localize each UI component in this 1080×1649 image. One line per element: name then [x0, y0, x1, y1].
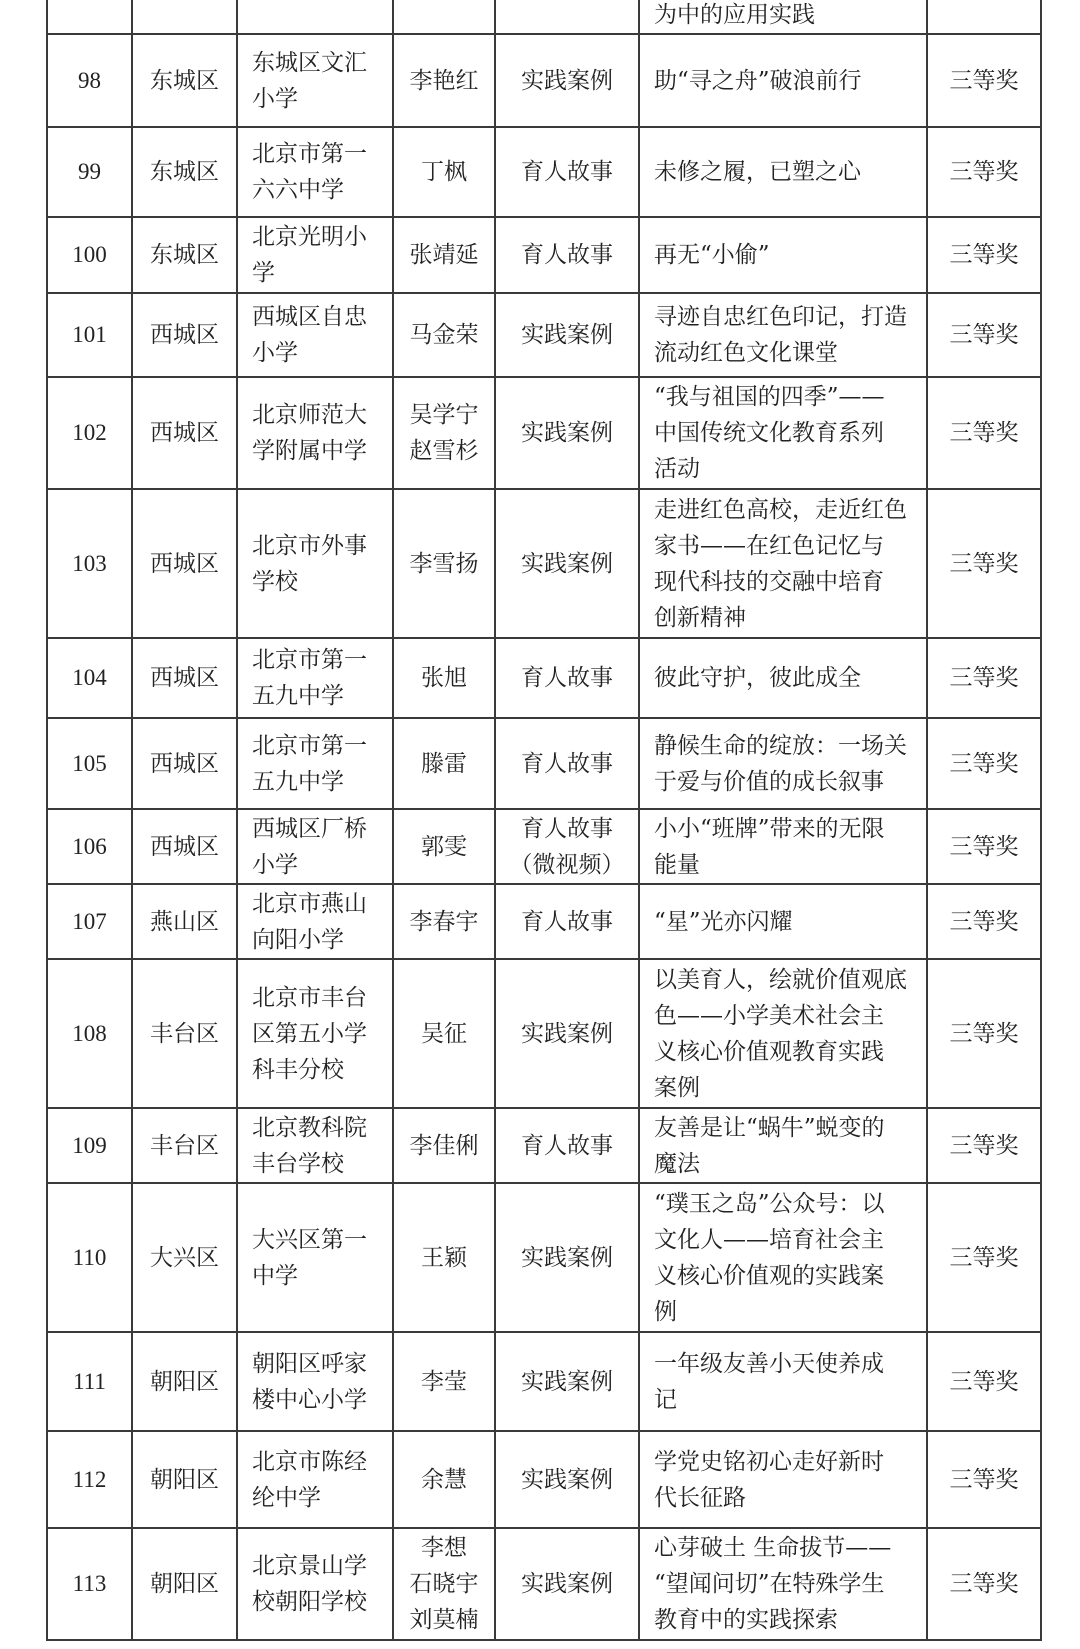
cell-award: 三等奖 [927, 1431, 1041, 1528]
type-line: 实践案例 [521, 1571, 613, 1597]
cell-title [639, 217, 927, 293]
cell-number: 109 [47, 1108, 132, 1183]
school-line: 学附属中学 [252, 438, 367, 464]
cell-award: 三等奖 [927, 1332, 1041, 1431]
cell-author [393, 1528, 495, 1640]
cell-title [639, 809, 927, 884]
type-line: 育人故事 [521, 815, 613, 842]
title-line: “星”光亦闪耀 [654, 908, 793, 935]
cell-school [237, 718, 393, 809]
cell-school [237, 217, 393, 293]
table-row [47, 718, 1041, 809]
title-line: 彼此守护，彼此成全 [654, 665, 861, 691]
school-line: 小学 [252, 85, 298, 112]
title-line: 文化人——培育社会主 [654, 1226, 884, 1253]
school-line: 楼中心小学 [252, 1386, 367, 1413]
cell-award: 三等奖 [927, 809, 1041, 884]
cell-award: 三等奖 [927, 1528, 1041, 1640]
type-line: 育人故事 [521, 1132, 613, 1159]
cell-number: 103 [47, 489, 132, 638]
school-line: 北京市丰台 [252, 984, 367, 1011]
title-line: 创新精神 [654, 604, 746, 631]
type-line: 实践案例 [521, 67, 613, 94]
cell-district: 大兴区 [132, 1183, 237, 1332]
cell-award: 三等奖 [927, 884, 1041, 959]
title-line: 小小“班牌”带来的无限 [654, 815, 885, 842]
cell-school [237, 959, 393, 1108]
cell-title [639, 377, 927, 489]
cell-number: 102 [47, 377, 132, 489]
cell-type [495, 1183, 639, 1332]
author-line: 李佳俐 [409, 1132, 479, 1159]
cell-district: 西城区 [132, 718, 237, 809]
cell-number: 110 [47, 1183, 132, 1332]
school-line: 大兴区第一 [252, 1226, 367, 1253]
author-line: 滕雷 [421, 750, 467, 777]
cell-district: 西城区 [132, 638, 237, 718]
cell-number: 112 [47, 1431, 132, 1528]
cell-number: 98 [47, 34, 132, 127]
cell-district: 西城区 [132, 489, 237, 638]
cell-author [393, 959, 495, 1108]
cell-author [393, 34, 495, 127]
author-line: 吴征 [421, 1020, 467, 1047]
table-row [47, 638, 1041, 718]
cell-type [495, 293, 639, 377]
cell-title [639, 884, 927, 959]
cell-school [237, 0, 393, 34]
cell-award: 三等奖 [927, 489, 1041, 638]
author-line: 张靖延 [409, 242, 479, 268]
author-line: 马金荣 [409, 322, 479, 348]
cell-school [237, 1108, 393, 1183]
type-line: 实践案例 [521, 1466, 613, 1493]
cell-award: 三等奖 [927, 34, 1041, 127]
title-line: “璞玉之岛”公众号：以 [654, 1190, 885, 1217]
cell-type [495, 1431, 639, 1528]
author-line: 王颖 [421, 1244, 467, 1271]
school-line: 小学 [252, 851, 298, 878]
author-line: 李艳红 [409, 67, 479, 94]
author-line: 吴学宁 [409, 402, 479, 428]
cell-title [639, 1183, 927, 1332]
title-line: 记 [654, 1386, 677, 1413]
cell-school [237, 377, 393, 489]
cell-type [495, 1528, 639, 1640]
cell-award [927, 0, 1041, 34]
cell-award: 三等奖 [927, 217, 1041, 293]
cell-type [495, 127, 639, 217]
cell-number: 104 [47, 638, 132, 718]
school-line: 五九中学 [252, 768, 344, 795]
table-row [47, 1528, 1041, 1640]
author-line: 李想 [421, 1535, 467, 1561]
school-line: 北京景山学 [252, 1553, 367, 1579]
school-line: 纶中学 [252, 1484, 321, 1511]
cell-type [495, 0, 639, 34]
title-line: 未修之履，已塑之心 [654, 159, 861, 185]
cell-district: 朝阳区 [132, 1332, 237, 1431]
title-line: 寻迹自忠红色印记，打造 [654, 304, 907, 330]
cell-number: 100 [47, 217, 132, 293]
type-line: 实践案例 [521, 1368, 613, 1395]
table-row-partial [47, 0, 1041, 34]
table-row [47, 217, 1041, 293]
cell-award: 三等奖 [927, 638, 1041, 718]
type-line: 育人故事 [521, 159, 613, 185]
school-line: 东城区文汇 [252, 49, 367, 76]
school-line: 北京师范大 [252, 402, 367, 428]
cell-number: 99 [47, 127, 132, 217]
cell-number: 106 [47, 809, 132, 884]
school-line: 北京光明小 [252, 224, 367, 250]
school-line: 学校 [252, 568, 298, 595]
title-line: 心芽破土 生命拔节—— [654, 1535, 892, 1561]
cell-district: 东城区 [132, 217, 237, 293]
cell-title [639, 0, 927, 34]
cell-title [639, 718, 927, 809]
cell-district: 燕山区 [132, 884, 237, 959]
school-line: 校朝阳学校 [252, 1589, 367, 1615]
school-line: 北京市外事 [252, 532, 367, 559]
title-line: 魔法 [654, 1150, 700, 1177]
cell-title [639, 1528, 927, 1640]
cell-school [237, 1332, 393, 1431]
school-line: 中学 [252, 1262, 298, 1289]
cell-author [393, 377, 495, 489]
author-line: 丁枫 [421, 159, 467, 185]
cell-award: 三等奖 [927, 1183, 1041, 1332]
author-line: 郭雯 [421, 833, 467, 860]
type-line: 实践案例 [521, 420, 613, 446]
cell-title [639, 638, 927, 718]
cell-district: 东城区 [132, 127, 237, 217]
table-row [47, 489, 1041, 638]
title-line: 代长征路 [654, 1484, 746, 1511]
cell-number: 113 [47, 1528, 132, 1640]
type-line: 实践案例 [521, 1244, 613, 1271]
title-line: 教育中的实践探索 [654, 1607, 838, 1633]
cell-author [393, 0, 495, 34]
table-row [47, 809, 1041, 884]
cell-author [393, 809, 495, 884]
table-row [47, 293, 1041, 377]
type-line: 育人故事 [521, 242, 613, 268]
cell-number: 101 [47, 293, 132, 377]
cell-award: 三等奖 [927, 127, 1041, 217]
cell-school [237, 884, 393, 959]
cell-type [495, 638, 639, 718]
title-line: 一年级友善小天使养成 [654, 1350, 884, 1377]
cell-type [495, 718, 639, 809]
title-line: 助“寻之舟”破浪前行 [654, 67, 862, 94]
cell-award: 三等奖 [927, 293, 1041, 377]
title-line: 活动 [654, 456, 700, 482]
type-line: 育人故事 [521, 908, 613, 935]
table-body [47, 0, 1041, 1640]
cell-type [495, 34, 639, 127]
cell-title [639, 1332, 927, 1431]
cell-title [639, 1431, 927, 1528]
author-line: 李雪扬 [409, 550, 479, 577]
title-line: 于爱与价值的成长叙事 [654, 768, 884, 795]
cell-school [237, 1183, 393, 1332]
cell-award: 三等奖 [927, 718, 1041, 809]
author-line: 余慧 [421, 1466, 467, 1493]
cell-author [393, 293, 495, 377]
table-row [47, 127, 1041, 217]
title-line: 再无“小偷” [654, 242, 770, 268]
cell-author [393, 489, 495, 638]
cell-type [495, 809, 639, 884]
award-results-table [46, 0, 1042, 1641]
cell-school [237, 638, 393, 718]
school-line: 西城区厂桥 [252, 815, 367, 842]
table-row [47, 1183, 1041, 1332]
school-line: 北京市第一 [252, 647, 367, 673]
cell-title [639, 293, 927, 377]
cell-type [495, 884, 639, 959]
cell-author [393, 1183, 495, 1332]
table-row [47, 34, 1041, 127]
title-line: 现代科技的交融中培育 [654, 568, 884, 595]
title-line: 以美育人，绘就价值观底 [654, 966, 907, 993]
school-line: 朝阳区呼家 [252, 1350, 367, 1377]
cell-district: 朝阳区 [132, 1528, 237, 1640]
title-line: 中国传统文化教育系列 [654, 420, 884, 446]
school-line: 西城区自忠 [252, 304, 367, 330]
cell-title [639, 959, 927, 1108]
cell-district: 西城区 [132, 377, 237, 489]
author-line: 李莹 [421, 1368, 467, 1395]
cell-school [237, 127, 393, 217]
title-line: 静候生命的绽放：一场关 [654, 732, 907, 759]
cell-award: 三等奖 [927, 377, 1041, 489]
cell-type [495, 377, 639, 489]
title-line: “望闻问切”在特殊学生 [654, 1571, 885, 1597]
cell-award: 三等奖 [927, 959, 1041, 1108]
type-line: 育人故事 [521, 750, 613, 777]
title-line: 义核心价值观教育实践 [654, 1038, 884, 1065]
cell-type [495, 217, 639, 293]
table-row [47, 959, 1041, 1108]
school-line: 北京教科院 [252, 1114, 367, 1141]
author-line: 李春宇 [409, 908, 479, 935]
author-line: 赵雪杉 [409, 438, 479, 464]
cell-number: 108 [47, 959, 132, 1108]
table-row [47, 377, 1041, 489]
school-line: 小学 [252, 340, 298, 366]
cell-school [237, 1528, 393, 1640]
author-line: 石晓宇 [409, 1571, 479, 1597]
cell-title [639, 34, 927, 127]
cell-school [237, 293, 393, 377]
type-line: （微视频） [509, 851, 625, 878]
cell-author [393, 127, 495, 217]
school-line: 五九中学 [252, 683, 344, 709]
type-line: 实践案例 [521, 550, 613, 577]
cell-title [639, 1108, 927, 1183]
cell-school [237, 489, 393, 638]
cell-school [237, 809, 393, 884]
title-line: 能量 [654, 851, 700, 878]
cell-district: 西城区 [132, 293, 237, 377]
title-line: 义核心价值观的实践案 [654, 1262, 884, 1289]
school-line: 六六中学 [252, 177, 344, 203]
school-line: 向阳小学 [252, 926, 344, 953]
title-line: 学党史铭初心走好新时 [654, 1448, 884, 1475]
cell-author [393, 1108, 495, 1183]
cell-district: 丰台区 [132, 959, 237, 1108]
cell-author [393, 1431, 495, 1528]
cell-number: 107 [47, 884, 132, 959]
cell-title [639, 127, 927, 217]
cell-district: 朝阳区 [132, 1431, 237, 1528]
table-row [47, 1108, 1041, 1183]
cell-author [393, 217, 495, 293]
title-line: 色——小学美术社会主 [654, 1002, 884, 1029]
cell-type [495, 1108, 639, 1183]
cell-district: 丰台区 [132, 1108, 237, 1183]
school-line: 丰台学校 [252, 1150, 344, 1177]
school-line: 北京市第一 [252, 732, 367, 759]
cell-school [237, 1431, 393, 1528]
school-line: 科丰分校 [252, 1056, 344, 1083]
cell-award: 三等奖 [927, 1108, 1041, 1183]
cell-author [393, 884, 495, 959]
type-line: 育人故事 [521, 665, 613, 691]
title-line: 流动红色文化课堂 [654, 340, 838, 366]
school-line: 北京市燕山 [252, 890, 367, 917]
title-line: 案例 [654, 1074, 700, 1101]
cell-school [237, 34, 393, 127]
cell-type [495, 489, 639, 638]
school-line: 区第五小学 [252, 1020, 367, 1047]
cell-number [47, 0, 132, 34]
cell-district: 西城区 [132, 809, 237, 884]
cell-district: 东城区 [132, 34, 237, 127]
table-row [47, 1332, 1041, 1431]
title-line: 走进红色高校，走近红色 [654, 496, 907, 523]
cell-number: 111 [47, 1332, 132, 1431]
title-line: 例 [654, 1298, 677, 1325]
table-row [47, 884, 1041, 959]
title-line: “我与祖国的四季”—— [654, 384, 885, 410]
school-line: 北京市第一 [252, 141, 367, 167]
author-line: 张旭 [421, 665, 467, 691]
cell-author [393, 718, 495, 809]
cell-number: 105 [47, 718, 132, 809]
title-line: 家书——在红色记忆与 [654, 532, 884, 559]
author-line: 刘莫楠 [409, 1607, 479, 1633]
type-line: 实践案例 [521, 322, 613, 348]
title-line: 友善是让“蜗牛”蜕变的 [654, 1114, 885, 1141]
cell-district [132, 0, 237, 34]
type-line: 实践案例 [521, 1020, 613, 1047]
school-line: 北京市陈经 [252, 1448, 367, 1475]
cell-type [495, 1332, 639, 1431]
cell-title [639, 489, 927, 638]
cell-type [495, 959, 639, 1108]
table-row [47, 1431, 1041, 1528]
school-line: 学 [252, 260, 275, 286]
cell-author [393, 1332, 495, 1431]
title-line: 为中的应用实践 [654, 2, 815, 28]
cell-author [393, 638, 495, 718]
